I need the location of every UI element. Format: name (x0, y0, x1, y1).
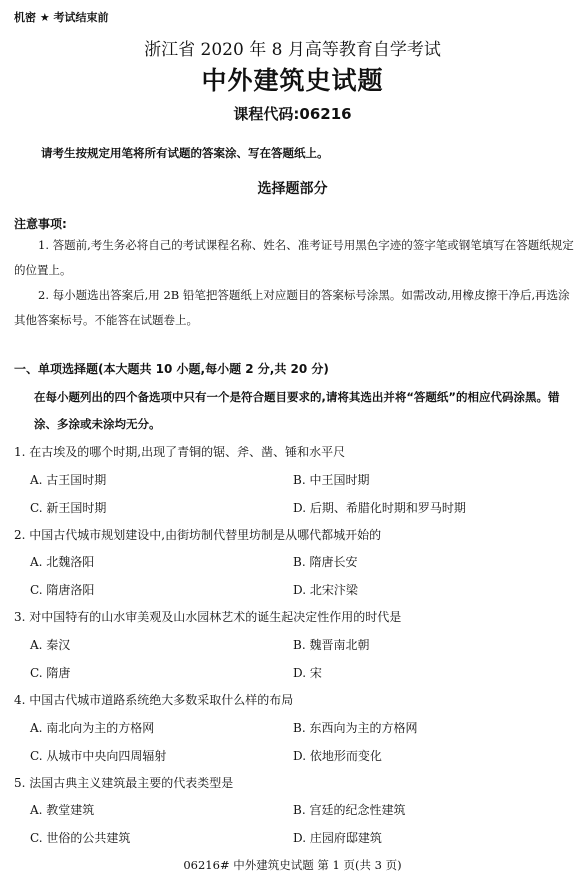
question-4-option-b: B. 东西向为主的方格网 (293, 721, 418, 735)
part1-description: 在每小题列出的四个备选项中只有一个是符合题目要求的,请将其选出并将“答题纸”的相应代码涂黑。错涂、多涂或未涂均无分。 (34, 390, 560, 431)
question-1-option-a: A. 古王国时期 (30, 473, 107, 487)
question-4-option-c: C. 从城市中央向四周辐射 (30, 749, 167, 763)
question-5: 5. 法国古典主义建筑最主要的代表类型是 (14, 776, 234, 790)
question-1-option-d: D. 后期、希腊化时期和罗马时期 (293, 501, 466, 515)
note-item-2: 2. 每小题选出答案后,用 2B 铅笔把答题纸上对应题目的答案标号涂黑。如需改动,用橡皮擦干净后,再选涂其他答案标号。不能答在试题卷上。 (14, 288, 570, 327)
question-2-option-b: B. 隋唐长安 (293, 555, 358, 569)
question-4: 4. 中国古代城市道路系统绝大多数采取什么样的布局 (14, 693, 294, 707)
question-2-option-c: C. 隋唐洛阳 (30, 583, 95, 597)
question-3-option-b: B. 魏晋南北朝 (293, 638, 370, 652)
confidential-mark: 机密 ★ 考试结束前 (14, 11, 109, 24)
question-2-option-d: D. 北宋汴梁 (293, 583, 358, 597)
question-5-option-c: C. 世俗的公共建筑 (30, 831, 131, 845)
question-2: 2. 中国古代城市规划建设中,由街坊制代替里坊制是从哪代都城开始的 (14, 528, 382, 542)
course-code: 课程代码:06216 (233, 105, 352, 123)
question-2-option-a: A. 北魏洛阳 (30, 555, 95, 569)
answer-instruction: 请考生按规定用笔将所有试题的答案涂、写在答题纸上。 (41, 146, 329, 160)
section-title: 选择题部分 (257, 181, 328, 197)
question-5-option-b: B. 宫廷的纪念性建筑 (293, 803, 406, 817)
part1-title: 一、单项选择题(本大题共 10 小题,每小题 2 分,共 20 分) (14, 362, 329, 376)
question-3-option-d: D. 宋 (293, 666, 322, 680)
question-4-option-a: A. 南北向为主的方格网 (30, 721, 155, 735)
notes-title: 注意事项: (14, 217, 67, 231)
question-4-option-d: D. 依地形而变化 (293, 749, 382, 763)
exam-name: 浙江省 2020 年 8 月高等教育自学考试 (144, 40, 441, 60)
question-5-option-a: A. 教堂建筑 (30, 803, 95, 817)
question-1-option-b: B. 中王国时期 (293, 473, 370, 487)
note-item-1: 1. 答题前,考生务必将自己的考试课程名称、姓名、准考证号用黑色字迹的签字笔或钢笔填写在答题纸规定的位置上。 (14, 238, 574, 277)
page-footer: 06216# 中外建筑史试题 第 1 页(共 3 页) (183, 858, 402, 872)
question-1: 1. 在古埃及的哪个时期,出现了青铜的锯、斧、凿、锤和水平尺 (14, 445, 346, 459)
question-3-option-c: C. 隋唐 (30, 666, 71, 680)
question-3-option-a: A. 秦汉 (30, 638, 71, 652)
question-3: 3. 对中国特有的山水审美观及山水园林艺术的诞生起决定性作用的时代是 (14, 610, 402, 624)
question-1-option-c: C. 新王国时期 (30, 501, 107, 515)
page-title: 中外建筑史试题 (201, 66, 384, 95)
question-5-option-d: D. 庄园府邸建筑 (293, 831, 382, 845)
